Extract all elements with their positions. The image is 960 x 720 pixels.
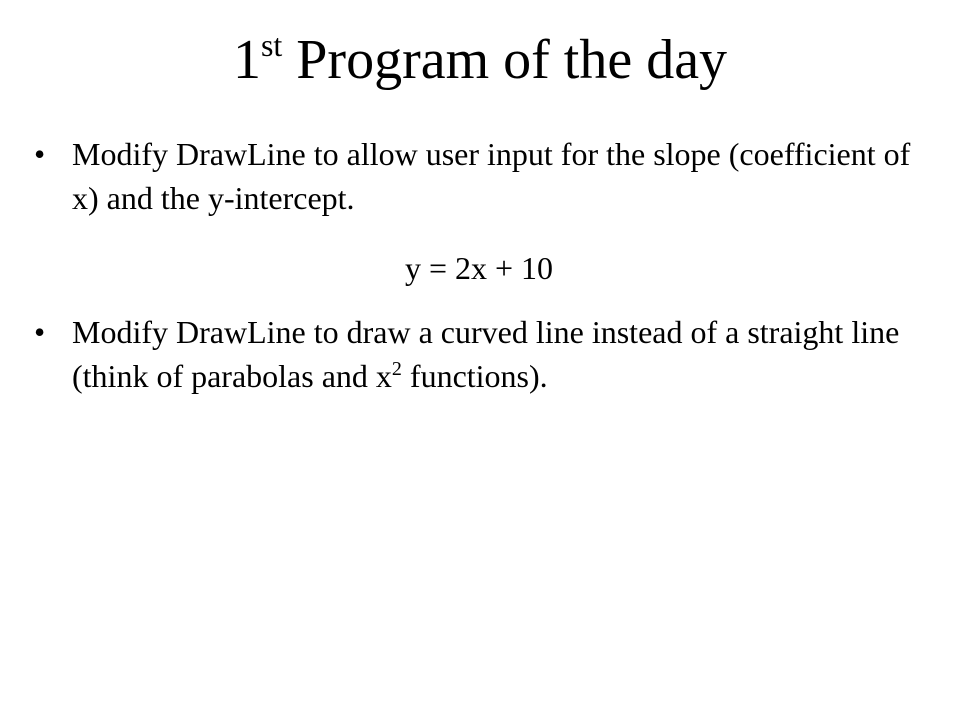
bullet-text-part1: Modify DrawLine to draw a curved line instead of a straight line (think of parabolas and x	[72, 314, 900, 394]
slide-title	[0, 24, 960, 96]
bullet-marker: •	[34, 136, 46, 172]
bullet-item-drawline-input	[34, 132, 924, 220]
title-ordinal-suffix: st	[260, 27, 283, 63]
title-number: 1	[232, 29, 261, 91]
bullet-marker: •	[34, 314, 46, 350]
bullet-text-part2: functions).	[401, 358, 548, 394]
equation-text: y = 2x + 10	[404, 250, 554, 286]
bullet-text: Modify DrawLine to allow user input for the slope (coefficient of x) and the y-intercept.	[72, 136, 911, 216]
bullet-list	[34, 132, 924, 398]
equation-line	[34, 220, 924, 310]
bullet-item-drawline-curve	[34, 310, 924, 398]
title-text: Program of the day	[296, 29, 728, 91]
exponent: 2	[391, 358, 402, 380]
